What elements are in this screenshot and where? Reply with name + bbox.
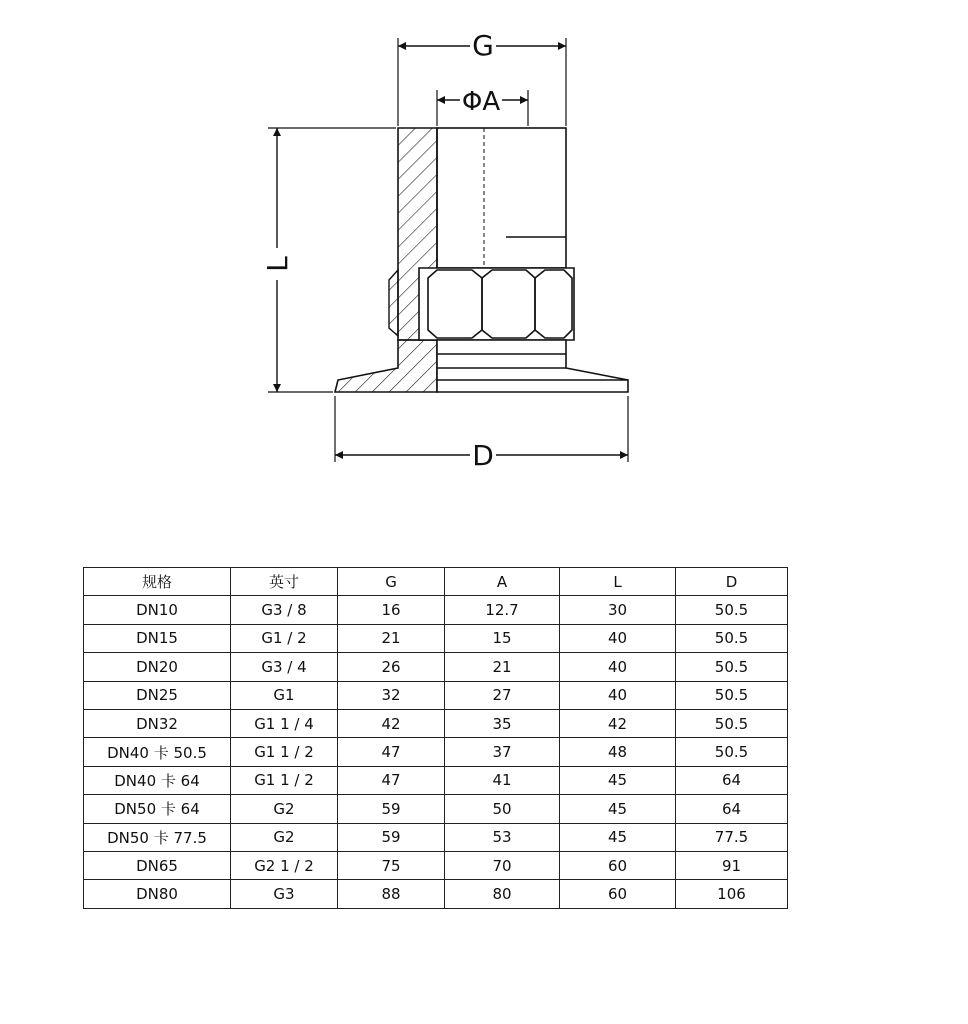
column-header-inch: 英寸 [231,568,338,596]
cell-g: 26 [338,653,445,681]
table-row [84,880,788,908]
cell-a: 12.7 [445,596,560,624]
cell-a: 50 [445,795,560,823]
cell-l: 45 [560,823,676,851]
cell-g: 42 [338,709,445,737]
cell-g: 47 [338,766,445,794]
cell-g: 59 [338,795,445,823]
cell-a: 35 [445,709,560,737]
cell-d: 50.5 [676,653,788,681]
cell-d: 77.5 [676,823,788,851]
d-dimension-label: D [472,439,494,472]
cell-inch: G3 [231,880,338,908]
column-header-d: D [676,568,788,596]
cell-spec: DN10 [84,596,231,624]
cell-inch: G2 1 / 2 [231,851,338,879]
column-header-a: A [445,568,560,596]
cell-d: 64 [676,766,788,794]
cell-spec: DN50 卡 77.5 [84,823,231,851]
cell-inch: G1 [231,681,338,709]
cell-g: 88 [338,880,445,908]
cell-a: 15 [445,624,560,652]
cell-l: 48 [560,738,676,766]
hatched-section [335,128,437,392]
cell-a: 80 [445,880,560,908]
table-row [84,624,788,652]
cell-spec: DN80 [84,880,231,908]
cell-spec: DN15 [84,624,231,652]
cell-a: 41 [445,766,560,794]
dimension-spec-table [83,567,788,909]
table-row [84,653,788,681]
cell-d: 91 [676,851,788,879]
cell-spec: DN25 [84,681,231,709]
cell-l: 40 [560,653,676,681]
l-dimension-label: L [261,256,294,272]
cell-g: 75 [338,851,445,879]
cell-a: 70 [445,851,560,879]
cell-g: 32 [338,681,445,709]
cell-spec: DN65 [84,851,231,879]
cell-spec: DN40 卡 50.5 [84,738,231,766]
table-row [84,795,788,823]
cell-inch: G1 / 2 [231,624,338,652]
column-header-g: G [338,568,445,596]
cell-spec: DN50 卡 64 [84,795,231,823]
column-header-spec: 规格 [84,568,231,596]
table-row [84,681,788,709]
cell-inch: G2 [231,795,338,823]
cell-inch: G2 [231,823,338,851]
table-row [84,766,788,794]
cell-a: 21 [445,653,560,681]
cell-a: 53 [445,823,560,851]
cell-d: 106 [676,880,788,908]
cell-a: 37 [445,738,560,766]
cell-l: 45 [560,795,676,823]
cell-g: 47 [338,738,445,766]
cell-inch: G3 / 4 [231,653,338,681]
cell-d: 50.5 [676,596,788,624]
cell-d: 50.5 [676,624,788,652]
cell-l: 30 [560,596,676,624]
cell-spec: DN32 [84,709,231,737]
cell-inch: G3 / 8 [231,596,338,624]
cell-l: 42 [560,709,676,737]
dimension-lines [277,46,628,455]
cell-d: 50.5 [676,709,788,737]
cell-inch: G1 1 / 2 [231,738,338,766]
cell-spec: DN20 [84,653,231,681]
extension-lines [268,38,628,462]
cell-a: 27 [445,681,560,709]
g-dimension-label: G [472,29,494,62]
cell-inch: G1 1 / 2 [231,766,338,794]
cell-l: 40 [560,681,676,709]
cell-d: 50.5 [676,681,788,709]
table-row [84,738,788,766]
cell-d: 50.5 [676,738,788,766]
cell-g: 21 [338,624,445,652]
table-row [84,823,788,851]
cell-l: 45 [560,766,676,794]
hex-nut [419,268,574,340]
clamp-flange [437,340,628,392]
table-row [84,851,788,879]
table-row [84,709,788,737]
cell-g: 59 [338,823,445,851]
cell-d: 64 [676,795,788,823]
cell-l: 60 [560,851,676,879]
cell-spec: DN40 卡 64 [84,766,231,794]
table-row [84,596,788,624]
table-header-row [84,568,788,596]
cell-l: 60 [560,880,676,908]
a-dimension-label: ΦA [461,87,501,117]
cell-l: 40 [560,624,676,652]
cell-inch: G1 1 / 4 [231,709,338,737]
cell-g: 16 [338,596,445,624]
column-header-l: L [560,568,676,596]
